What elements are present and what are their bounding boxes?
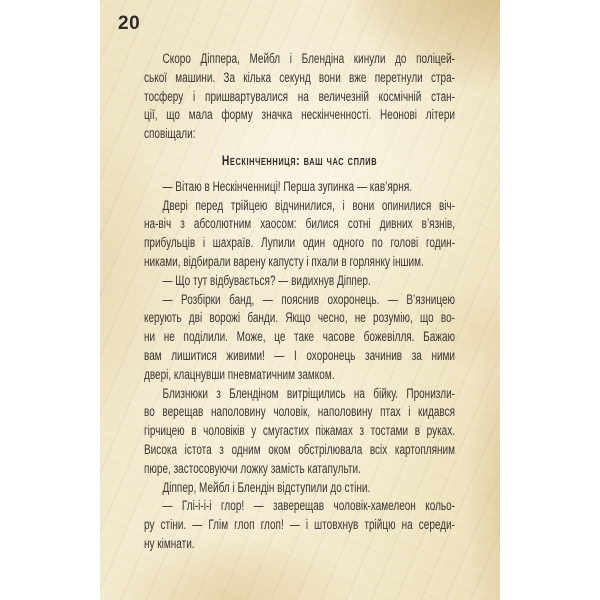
text-line: тосферу і пришвартувалися на величезній космічній стан- xyxy=(144,88,456,104)
paragraph xyxy=(144,497,455,553)
text-line: Двері перед трійцею відчинилися, і вони опинилися віч- xyxy=(162,197,456,213)
chapter-heading: Нескінченниця: ваш час сплив xyxy=(221,151,378,168)
paragraph xyxy=(144,178,455,197)
text-column xyxy=(144,50,455,554)
text-line: гірчицею в чоловіків у смугастих піжамах з тостами в руках. xyxy=(144,423,456,439)
page-number: 20 xyxy=(118,13,141,34)
text-line: сповіщали: xyxy=(144,126,196,142)
text-line: Близнюки з Блендіном витріщились на бійку. Пронизли- xyxy=(162,385,456,401)
text-line: ції, що мала форму значка нескінченності. Неонові літери xyxy=(144,107,456,123)
text-line: прибульців і шахраїв. Лупили один одного по голові годин- xyxy=(144,235,456,251)
paragraph xyxy=(144,291,455,385)
text-line: ру стіни. — Глім глоп глоп! — і штовхнув трійцю на середи- xyxy=(144,517,456,533)
paragraph xyxy=(144,50,455,144)
text-line: — Глі-і-і-і глор! — заверещав чоловік-хамелеон кольо- xyxy=(162,498,456,514)
text-line: никами, відбирали варену капусту і пхали в горлянку іншим. xyxy=(144,253,424,269)
text-line: вам лишитися живими! — І охоронець зачинив за ними xyxy=(144,347,456,363)
text-line: на-віч з абсолютним хаосом: билися сотні дивних в’язнів, xyxy=(144,216,456,232)
paragraph xyxy=(144,272,455,291)
paragraph xyxy=(144,385,455,479)
paragraph xyxy=(144,479,455,498)
text-line: Скоро Діппера, Мейбл і Блендіна кинули до поліцей- xyxy=(162,51,456,66)
text-line: двері, клацнувши пневматичним замком. xyxy=(144,366,335,382)
text-line: — Розбірки банд, — пояснив охоронець. — В’язницею xyxy=(162,291,456,307)
text-line: — Що тут відбувається? — видихнув Діппер. xyxy=(162,272,371,288)
text-line: Діппер, Мейбл і Блендін відступили до стіни. xyxy=(162,479,371,495)
text-line: — Вітаю в Нескінченниці! Перша зупинка — кав’ярня. xyxy=(162,178,413,194)
text-line: Висока істота з одним оком обстрілювала всіх картопляним xyxy=(144,441,456,457)
paragraph xyxy=(144,197,455,272)
text-line: керують дві ворожі банди. Якщо чесно, не розумію, що во- xyxy=(144,310,456,326)
text-line: ської машини. За кілька секунд вони вже перетнули стра- xyxy=(144,69,456,85)
text-line: ни не поділили. Може, це таке часове божевілля. Бажаю xyxy=(144,329,456,345)
text-line: ну кімнати. xyxy=(144,535,195,551)
text-line: во верещав наполовину чоловік, наполовину птах і кидався xyxy=(144,404,456,420)
text-line: пюре, застосовуючи ложку замість катапульти. xyxy=(144,460,361,476)
page xyxy=(100,0,500,600)
